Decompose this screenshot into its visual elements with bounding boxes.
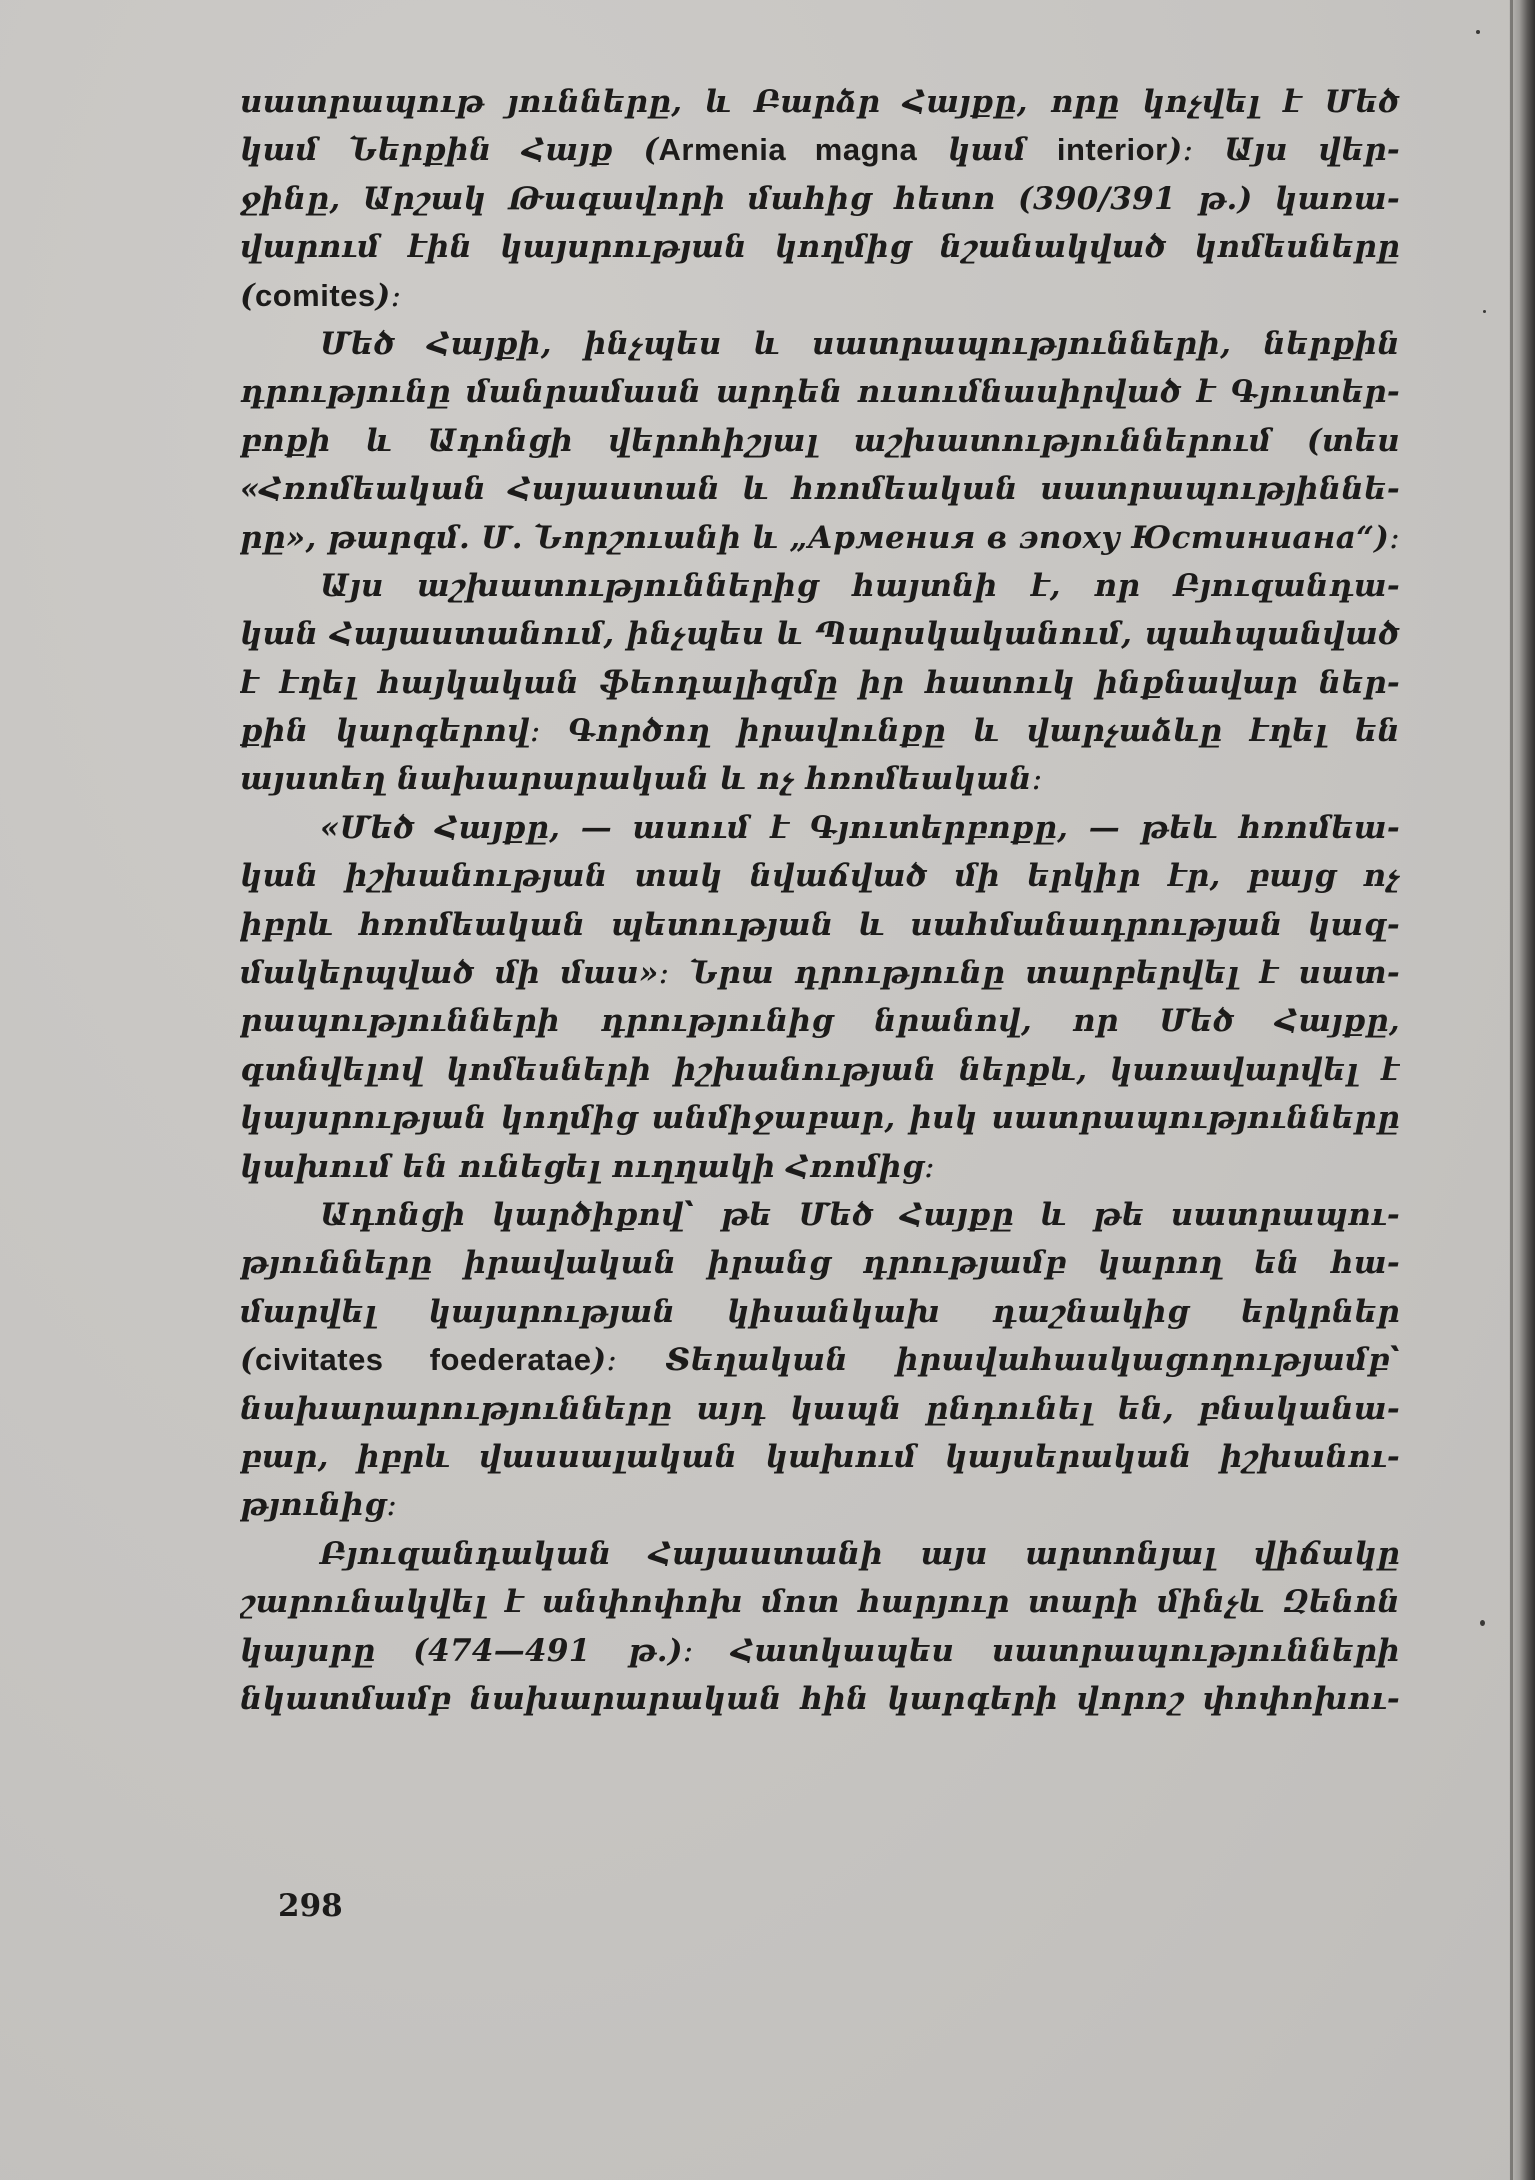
text-line: կախում են ունեցել ուղղակի Հռոմից։ <box>240 1148 935 1185</box>
text-line: դրությունը մանրամասն արդեն ուսումնասիրված է Գյուտեր- <box>240 374 1400 411</box>
text-line: կայսրության կողմից անմիջաբար, իսկ սատրապությունները <box>240 1100 1400 1137</box>
text-line: սատրապութ յունները, և Բարձր Հայքը, որը կոչվել է Մեծ <box>240 84 1400 120</box>
text-line: քին կարգերով։ Գործող իրավունքը և վարչաձևը էղել են <box>240 713 1400 750</box>
text-line: ջինը, Արշակ Թագավորի մահից հետո (390/391 թ.) կառա- <box>240 180 1400 217</box>
text-line: բոքի և Ադոնցի վերոհիշյալ աշխատություններում (տես <box>240 422 1400 459</box>
text-line: Ադոնցի կարծիքով՝ թե Մեծ Հայքը և թե սատրապու- <box>320 1196 1400 1233</box>
text-line: «Հռոմեական Հայաստան և հռոմեական սատրապությիննե- <box>240 471 1400 508</box>
text-line: կայսրը (474—491 թ.)։ Հատկապես սատրապությունների <box>240 1632 1400 1669</box>
text-line: մակերպված մի մաս»։ Նրա դրությունը տարբերվել է սատ- <box>240 955 1400 992</box>
text-line: թյունից։ <box>240 1487 398 1524</box>
body-text <box>240 78 1400 1723</box>
paper-speck <box>1476 30 1480 34</box>
text-line: մարվել կայսրության կիսանկախ դաշնակից երկրներ <box>240 1293 1400 1330</box>
text-line: (civitates foederatae)։ Տեղական իրավահասկացողությամբ՝ <box>240 1342 1400 1379</box>
text-line: է էղել հայկական ֆեոդալիզմը իր հատուկ ինքնավար ներ- <box>240 664 1400 701</box>
page-number: 298 <box>278 1888 343 1924</box>
text-line: թյունները իրավական իրանց դրությամբ կարող են հա- <box>240 1245 1400 1282</box>
text-line: րապությունների դրությունից նրանով, որ Մեծ Հայքը, <box>240 1003 1400 1040</box>
text-line: կան իշխանության տակ նվաճված մի երկիր էր, բայց ոչ <box>240 858 1400 895</box>
text-line: Մեծ Հայքի, ինչպես և սատրապությունների, ներքին <box>320 325 1400 362</box>
text-line: իբրև հռոմեական պետության և սահմանադրության կազ- <box>240 906 1400 943</box>
text-line: բար, իբրև վասսալական կախում կայսերական իշխանու- <box>240 1438 1400 1475</box>
text-line: վարում էին կայսրության կողմից նշանակված կոմեսները <box>240 229 1400 266</box>
text-line: Բյուզանդական Հայաստանի այս արտոնյալ վիճակը <box>320 1535 1400 1572</box>
text-line: րը», թարգմ. Մ. Նորշուանի և „Армения в эпоху Юстиниана“)։ <box>240 519 1400 556</box>
text-line: (comites)։ <box>240 277 402 314</box>
text-line: գտնվելով կոմեսների իշխանության ներքև, կառավարվել է <box>240 1051 1400 1088</box>
text-line: կան Հայաստանում, ինչպես և Պարսկականում, պահպանված <box>240 616 1400 653</box>
text-line: կամ Ներքին Հայք (Armenia magna կամ interior)։ Այս վեր- <box>240 132 1400 169</box>
text-line: նախարարությունները այդ կապն ընդունել են, բնականա- <box>240 1390 1400 1427</box>
paper-speck <box>1483 310 1486 313</box>
paper-speck <box>1480 1620 1485 1626</box>
text-line: «Մեծ Հայքը, — ասում է Գյուտերբոքը, — թեև հռոմեա- <box>320 809 1400 846</box>
book-gutter-edge <box>1510 0 1513 2180</box>
text-line: այստեղ նախարարական և ոչ հռոմեական։ <box>240 761 1043 798</box>
text-line: շարունակվել է անփոփոխ մոտ հարյուր տարի մինչև Զենոն <box>240 1584 1400 1621</box>
text-line: նկատմամբ նախարարական հին կարգերի վորոշ փոփոխու- <box>240 1680 1400 1717</box>
text-line: Այս աշխատություններից հայտնի է, որ Բյուզանդա- <box>320 567 1400 604</box>
